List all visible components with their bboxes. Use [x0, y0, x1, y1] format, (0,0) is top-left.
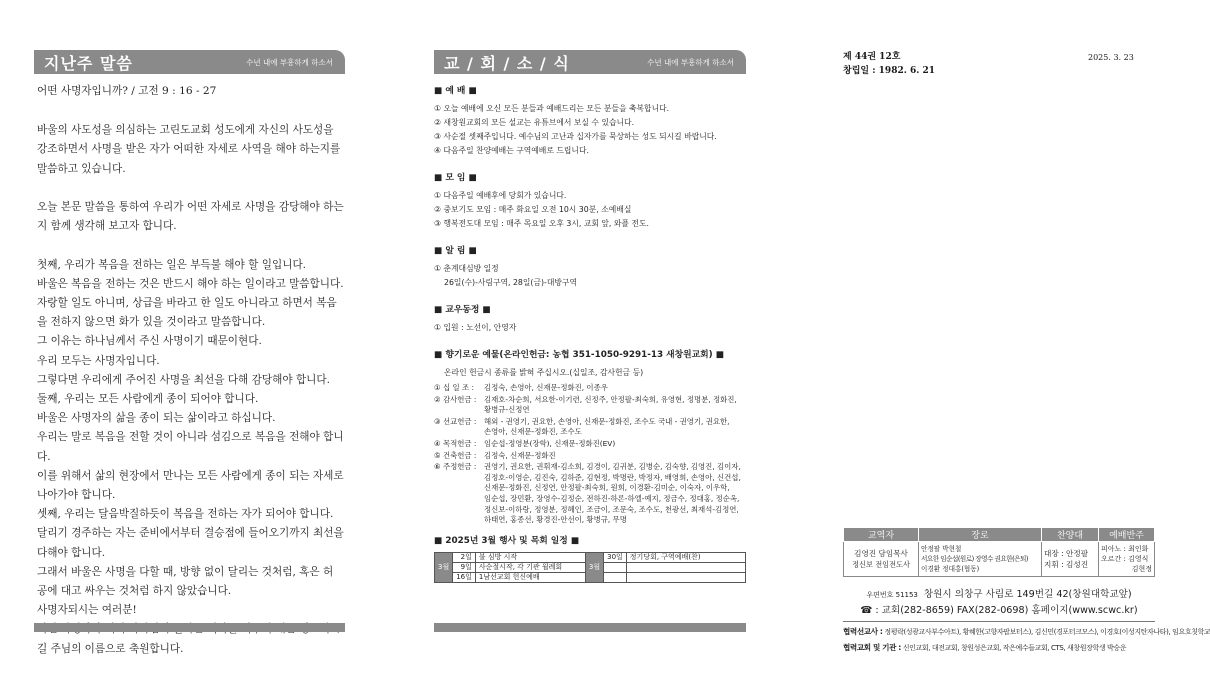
- schedule-section: [434, 534, 746, 583]
- offering-label: ③ 선교헌금 :: [434, 416, 477, 426]
- clergy-cell: [844, 542, 919, 577]
- sermon-line: 그래서 바울은 사명을 다할 때, 방향 없이 달리는 것처럼, 혹은 허: [37, 565, 334, 578]
- schedule-event: 불 심방 시작: [475, 552, 585, 562]
- schedule-day: 30일: [604, 552, 627, 562]
- sermon-line: 오늘 본문 말씀을 통하여 우리가 어떤 자세로 사명을 감당해야 하는: [37, 201, 344, 213]
- founding-date: 창립일 : 1982. 6. 21: [843, 66, 936, 76]
- issue-date: 2025. 3. 23: [1088, 53, 1134, 62]
- sermon-header-title: 지난주 말씀: [44, 54, 133, 73]
- sermon-line: 을 전하지 않으면 화가 있을 것이라고 말씀합니다.: [37, 316, 266, 329]
- sermon-reference: 어떤 사명자입니까? / 고전 9 : 16 - 27: [37, 85, 217, 97]
- missionary-label: 협력선교사 :: [843, 627, 883, 636]
- worship-section: [434, 84, 746, 158]
- sermon-line: 우리는 말로 복음을 전할 것이 아니라 섬김으로 복음을 전해야 합니다.: [37, 431, 344, 463]
- sermon-header: [34, 50, 345, 74]
- offering-label: ① 십 일 조 :: [434, 383, 474, 392]
- worship-list: [434, 102, 746, 158]
- schedule-title: ■ 2025년 3월 행사 및 목회 일정 ■: [434, 535, 580, 546]
- sermon-line: 그 이유는 하나님께서 주신 사명이기 때문이현다.: [37, 335, 262, 348]
- offering-names: 해외 - 권영기, 권요한, 손영아, 신재문-정화진, 조수도 국내 - 권영기, 권요한, 손영아, 신재문-정화진, 조수도: [484, 416, 730, 437]
- list-item: ① 춘계대심방 일정: [434, 264, 499, 273]
- list-item: ③ 행복전도대 모임 : 매주 목요일 오후 3시, 교회 앞, 와플 전도.: [434, 219, 649, 228]
- list-item: ③ 사순절 셋째주입니다. 예수님의 고난과 십자가를 묵상하는 성도 되시길 바랍니다.: [434, 132, 717, 141]
- schedule-event: 정기당회, 구역예배(찬): [626, 552, 745, 562]
- schedule-day: 16일: [453, 572, 476, 582]
- schedule-event: 1남선교회 헌신예배: [475, 572, 585, 582]
- elders-cell: [919, 542, 1042, 577]
- schedule-month: 3월: [585, 552, 603, 582]
- schedule-event: [626, 562, 745, 572]
- offering-title: ■ 향기로운 예물(온라인헌금: 농협 351-1050-9291-13 새창원교회) ■: [434, 350, 725, 360]
- offering-label: ④ 목적헌금 :: [434, 438, 477, 448]
- schedule-event: 사순절시작, 각 기관 월례회: [475, 562, 585, 572]
- cooperation-info: [843, 624, 1210, 656]
- elders-1: 안정팔 박현철: [921, 545, 962, 553]
- sermon-body: [37, 82, 345, 659]
- offering-names: 김정숙, 신재문-정화진: [484, 450, 556, 460]
- list-item: ① 다음주일 예배후에 당회가 있습니다.: [434, 191, 567, 200]
- schedule-day: [604, 572, 627, 582]
- notice-section: [434, 244, 746, 290]
- sermon-line: 첫째, 우리가 복음을 전하는 일은 부득불 해야 할 일입니다.: [37, 258, 307, 271]
- list-item: ① 오늘 예배에 오신 모든 분들과 예배드리는 모든 분들을 축복합니다.: [434, 104, 670, 113]
- offering-row: [434, 417, 746, 438]
- street-address: 창원시 의창구 사림로 149번길 42(창원대학교앞): [923, 589, 1132, 600]
- cooperation-orgs: [843, 640, 1155, 656]
- sermon-line: 공에 대고 싸우는 것처럼 하지 않았습니다.: [37, 585, 232, 598]
- cooperation-missionaries: [843, 624, 1210, 640]
- news-footer-bar: [434, 623, 746, 632]
- list-item: ② 새창원교회의 모든 설교는 유튜브에서 보실 수 있습니다.: [434, 118, 635, 127]
- news-header-subtitle: 수년 내에 부흥하게 하소서: [647, 58, 734, 67]
- sermon-line: 강조하면서 사명을 받은 자가 어떠한 자세로 사역을 해야 하는지를: [37, 143, 341, 156]
- offering-label: ⑤ 건축헌금 :: [434, 450, 477, 460]
- sermon-line: 지 함께 생각해 보고자 합니다.: [37, 220, 177, 233]
- news-header: [434, 50, 746, 74]
- church-address: [843, 587, 1155, 618]
- offering-names: 권영기, 권요한, 권휘재-김소희, 김경이, 김귀분, 김병순, 김숙향, 김영진, 김이자, 김정호-이영순, 김진숙, 김하준, 김현정, 박명란, 박정자, 배영희, 손영아, 신건섭, 신재문-정화진, 신정연, 안정팔-최숙희, 원희, 이경환-김미순, 이숙자, 이우학, 임순섭, 장민환, 장영수-김정순, 전하진-하론-하엘-예지, 정금수, 정대홍, 정순옥, 정신보-이하랑, 정영분, 정혜인, 조금이, 조문숙, 조수도, 천광선, 최재석-김정연, 하태연, 홍종선, 황경진-안선이, 황병규, 무명: [484, 462, 741, 525]
- offering-row: [434, 451, 746, 462]
- choir-1: 대장 : 안정팔: [1044, 549, 1089, 558]
- offering-rows: [434, 383, 746, 526]
- org-list: 신인교회, 대전교회, 창원성은교회, 작은예수들교회, CTS, 새창원장학생 박승운: [902, 644, 1127, 652]
- postal-code: 우편번호 51153: [866, 591, 918, 599]
- offering-section: [434, 348, 746, 526]
- meeting-section: [434, 171, 746, 231]
- sermon-line: 달리기 경주하는 자는 준비에서부터 결승점에 들어오기까지 최선을: [37, 527, 344, 540]
- worship-title: ■ 예 배 ■: [434, 86, 477, 96]
- sermon-line: 셋째, 우리는 달음박질하듯이 복음을 전하는 자가 되어야 합니다.: [37, 508, 334, 521]
- offering-label: ② 감사헌금 :: [434, 394, 477, 404]
- schedule-row: [435, 552, 746, 562]
- list-item: ② 중보기도 모임 : 매주 화요일 오전 10시 30분, 소예배실: [434, 205, 632, 214]
- schedule-day: 9일: [453, 562, 476, 572]
- org-label: 협력교회 및 기관 :: [843, 643, 901, 652]
- meeting-list: [434, 189, 746, 231]
- member-list: [434, 321, 746, 335]
- accomp-3: 김현정: [1131, 565, 1152, 573]
- offering-row: [434, 462, 746, 526]
- staff-header-accompanist: 예배반주: [1099, 528, 1155, 542]
- staff-table: [843, 527, 1155, 577]
- sermon-footer-bar: [34, 623, 345, 632]
- elders-2: 서요한 임순섭(원로) 장영수 권요한(은퇴): [921, 555, 1028, 563]
- clergy-1: 김영진 담임목사: [854, 549, 908, 558]
- meeting-title: ■ 모 임 ■: [434, 173, 477, 183]
- member-section: [434, 303, 746, 335]
- sermon-line: 자랑할 일도 아니며, 상급을 바라고 한 일도 아니라고 하면서 복음: [37, 297, 337, 309]
- offering-row: [434, 395, 746, 416]
- sermon-line: 다해야 합니다.: [37, 546, 106, 559]
- offering-intro: 온라인 헌금시 종류를 밝혀 주십시오.(십일조, 감사헌금 등): [444, 368, 644, 377]
- sermon-line: 바울은 복음을 전하는 것은 반드시 해야 하는 일이라고 말씀합니다.: [37, 277, 344, 290]
- member-title: ■ 교우동정 ■: [434, 305, 491, 315]
- list-item: ① 입원 : 노선이, 안영자: [434, 323, 517, 332]
- offering-row: [434, 439, 746, 450]
- accompanist-cell: [1099, 542, 1155, 577]
- missionary-list: 정평락(성광교사부수아트), 황혜한(고향자팝보터스), 김신민(경포터크모스), 이경호(이성지탄자나타), 임요흐칫학교: [884, 628, 1210, 636]
- schedule-day: [604, 562, 627, 572]
- choir-cell: [1042, 542, 1099, 577]
- sermon-line: 말씀하고 있습니다.: [37, 162, 126, 175]
- offering-label: ⑥ 주정헌금 :: [434, 462, 477, 472]
- schedule-month: 3월: [435, 552, 453, 582]
- schedule-table: [434, 552, 746, 583]
- notice-list: [434, 262, 746, 276]
- accomp-1: 피아노 : 최인화: [1101, 545, 1149, 553]
- offering-names: 김정숙, 손영아, 신재문-정화진, 이종우: [484, 383, 608, 392]
- sermon-line: 그렇다면 우리에게 주어진 사명을 최선을 다해 감당해야 합니다.: [37, 373, 331, 386]
- schedule-event: [626, 572, 745, 582]
- schedule-day: 2일: [453, 552, 476, 562]
- offering-row: [434, 383, 746, 394]
- news-header-title: 교 / 회 / 소 / 식: [444, 54, 570, 73]
- elders-3: 이경환 정대홍(협동): [921, 565, 980, 573]
- clergy-2: 정신보 전임전도사: [852, 560, 910, 569]
- sermon-line: 바울은 사명자의 삶을 종이 되는 삶이라고 하십니다.: [37, 412, 276, 425]
- sermon-line: 둘째, 우리는 모든 사람에게 종이 되어야 합니다.: [37, 393, 259, 406]
- sermon-header-subtitle: 수년 내에 부흥하게 하소서: [246, 58, 333, 67]
- notice-sub: 26일(수)-사림구역, 28일(금)-대방구역: [444, 278, 577, 287]
- sermon-line: 이를 위해서 삶의 현장에서 만나는 모든 사람에게 종이 되는 자세로: [37, 469, 344, 482]
- sermon-line: 우리 모두는 사명자입니다.: [37, 354, 160, 367]
- sermon-line: 사명자되시는 여러분!: [37, 604, 137, 617]
- volume-number: 제 44권 12호: [843, 52, 901, 62]
- church-news: [434, 84, 746, 596]
- list-item: ④ 다음주일 찬양예배는 구역예배로 드립니다.: [434, 146, 589, 155]
- sermon-line: 바울의 사도성을 의심하는 고린도교회 성도에게 자신의 사도성을: [37, 124, 334, 137]
- sermon-line: 나아가야 합니다.: [37, 489, 116, 502]
- choir-2: 지휘 : 김성진: [1044, 560, 1089, 569]
- offering-names: 김재호-차순희, 서요한-이기련, 신정주, 안정팔-최숙희, 유영현, 정명분, 정화진, 황병규-신정연: [484, 394, 737, 415]
- notice-title: ■ 알 림 ■: [434, 246, 477, 256]
- contact-line: ☎ : 교회(282-8659) FAX(282-0698) 홈페이지(www.scwc.kr): [860, 605, 1138, 616]
- offering-names: 임순섭-정영분(장학), 신재문-정화진(EV): [484, 438, 616, 448]
- staff-header-choir: 찬양대: [1042, 528, 1099, 542]
- sermon-line: 길 주님의 이름으로 축원합니다.: [37, 642, 184, 655]
- accomp-2: 오르간 : 김영식: [1101, 555, 1149, 563]
- issue-info: [843, 50, 935, 78]
- staff-header-elders: 장로: [919, 528, 1042, 542]
- staff-header-clergy: 교역자: [844, 528, 919, 542]
- divider: [843, 621, 1155, 622]
